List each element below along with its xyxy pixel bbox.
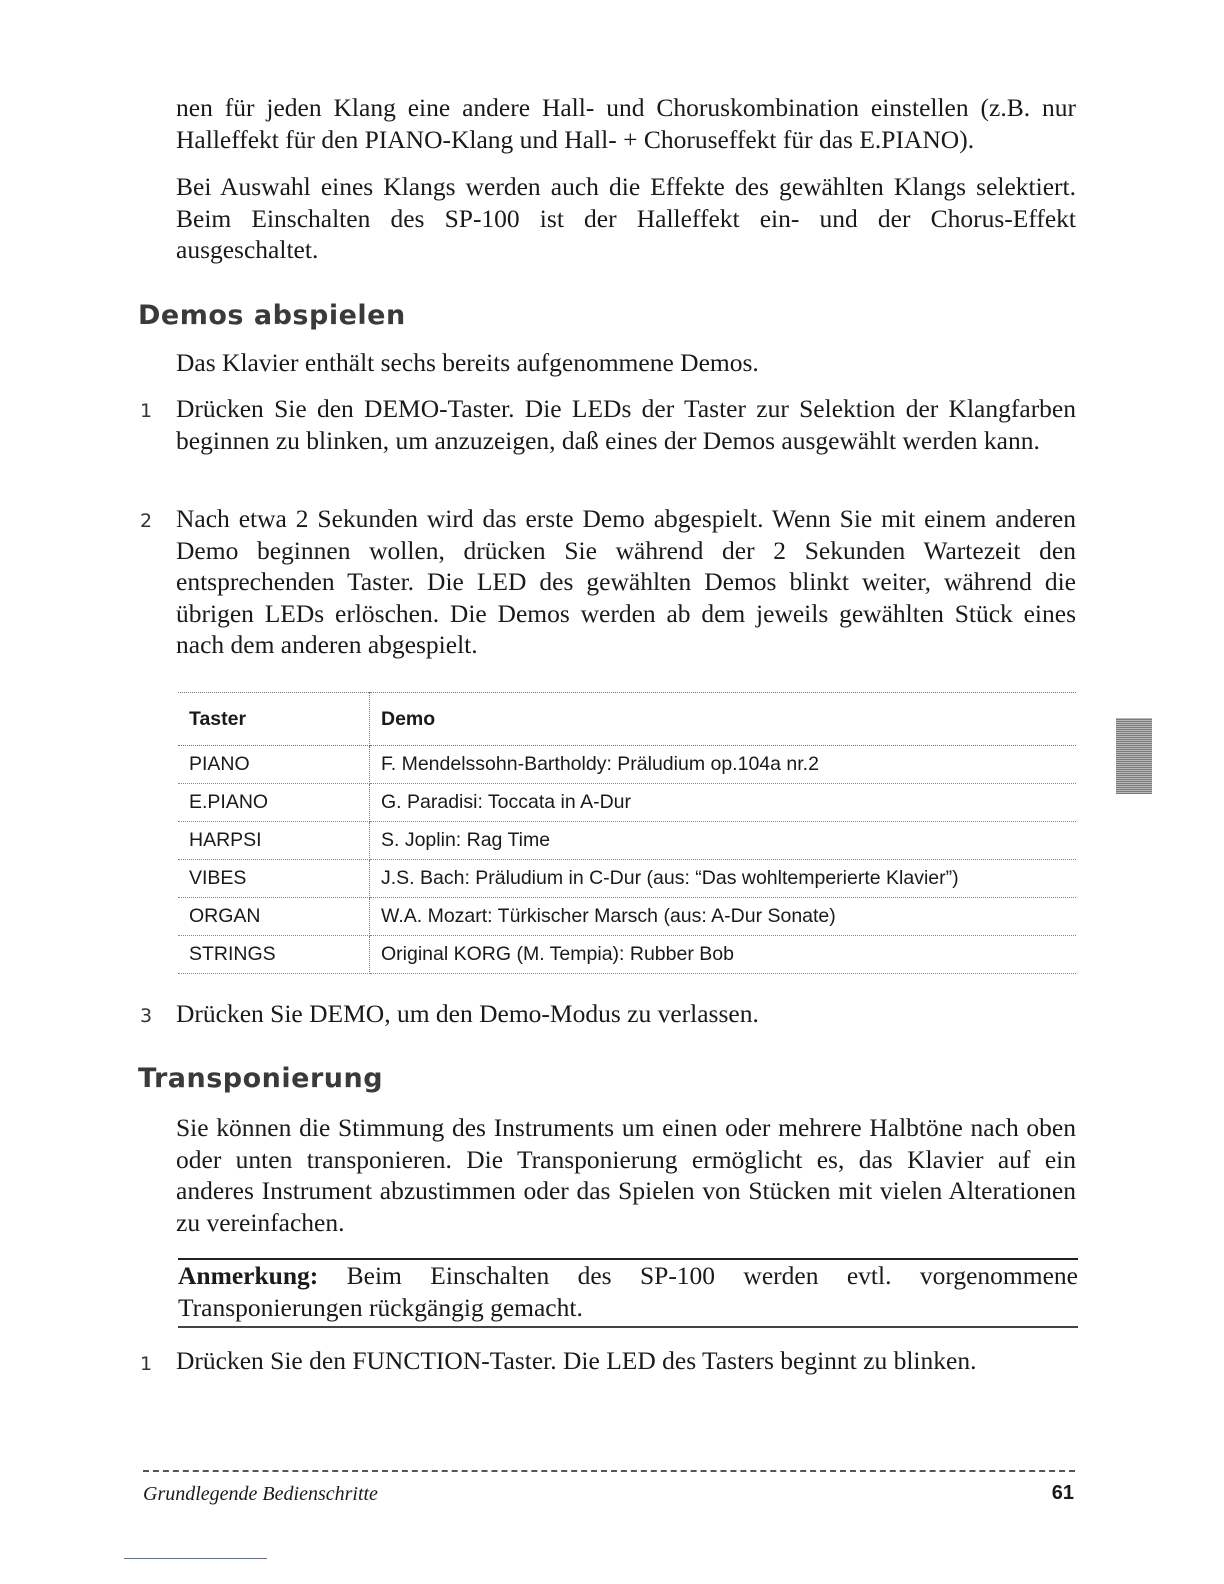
step-text: Drücken Sie DEMO, um den Demo-Modus zu verlassen. (176, 999, 759, 1028)
table-cell-taster: STRINGS (178, 936, 370, 974)
table-cell-demo: Original KORG (M. Tempia): Rubber Bob (370, 936, 1077, 974)
note-label: Anmerkung: (178, 1261, 319, 1290)
section-heading-demos: Demos abspielen (138, 300, 406, 331)
step-text: Drücken Sie den DEMO-Taster. Die LEDs der Taster zur Selektion der Klangfarben beginnen zu blinken, um anzuzeigen, daß eines der Demos ausgewählt werden kann. (176, 394, 1076, 455)
footer-title: Grundlegende Bedienschritte (143, 1483, 378, 1505)
step-text: Nach etwa 2 Sekunden wird das erste Demo abgespielt. Wenn Sie mit einem anderen Demo beginnen wollen, drücken Sie während der 2 Sekunden Wartezeit den entsprechenden Taster. Die LED des gewählten Demos blinkt weiter, während die übrigen LEDs erlöschen. Die Demos werden ab dem jeweils gewählten Stück eines nach dem anderen abgespielt. (176, 504, 1076, 659)
table-row (178, 746, 1076, 784)
step-number: 2 (140, 510, 153, 532)
intro-paragraph-2: Bei Auswahl eines Klangs werden auch die Effekte des gewählten Klangs selektiert. Beim Einschalten des SP-100 ist der Halleffekt ein- und der Chorus-Effekt ausgeschaltet. (176, 172, 1076, 264)
column-header-taster: Taster (178, 693, 370, 746)
table-row (178, 936, 1076, 974)
note-box (178, 1258, 1078, 1328)
transpose-intro: Sie können die Stimmung des Instruments um einen oder mehrere Halbtöne nach oben oder unten transponieren. Die Transponierung ermöglicht es, das Klavier auf ein anderes Instrument abzustimmen oder das Spielen von Stücken mit vielen Alterationen zu vereinfachen. (176, 1113, 1076, 1237)
bottom-edge-line (124, 1558, 267, 1559)
table-row (178, 822, 1076, 860)
chapter-tab-marker (1116, 718, 1152, 794)
table-cell-demo: G. Paradisi: Toccata in A-Dur (370, 784, 1077, 822)
demos-intro: Das Klavier enthält sechs bereits aufgenommene Demos. (176, 348, 759, 377)
step-text: Drücken Sie den FUNCTION-Taster. Die LED des Tasters beginnt zu blinken. (176, 1346, 977, 1375)
table-cell-taster: PIANO (178, 746, 370, 784)
table-row (178, 860, 1076, 898)
table-row (178, 784, 1076, 822)
footer-divider (143, 1470, 1075, 1472)
table-cell-demo: W.A. Mozart: Türkischer Marsch (aus: A-Dur Sonate) (370, 898, 1077, 936)
table-cell-demo: J.S. Bach: Präludium in C-Dur (aus: “Das wohltemperierte Klavier”) (370, 860, 1077, 898)
table-row (178, 898, 1076, 936)
intro-paragraph-1: nen für jeden Klang eine andere Hall- und Choruskombination einstellen (z.B. nur Halleffekt für den PIANO-Klang und Hall- + Choruseffekt für das E.PIANO). (176, 93, 1076, 154)
section-heading-transpose: Transponierung (138, 1063, 384, 1094)
page-number: 61 (1051, 1482, 1074, 1504)
step-number: 3 (140, 1005, 153, 1027)
table-cell-taster: E.PIANO (178, 784, 370, 822)
step-number: 1 (140, 1353, 153, 1375)
column-header-demo: Demo (370, 693, 1077, 746)
table-header-row (178, 693, 1076, 746)
table-cell-taster: VIBES (178, 860, 370, 898)
note-text: Beim Einschalten des SP-100 werden evtl. vorgenommene Transponierungen rückgängig gemacht. (178, 1261, 1078, 1322)
table-cell-taster: ORGAN (178, 898, 370, 936)
table-cell-demo: F. Mendelssohn-Bartholdy: Präludium op.104a nr.2 (370, 746, 1077, 784)
table-cell-taster: HARPSI (178, 822, 370, 860)
step-number: 1 (140, 400, 153, 422)
table-cell-demo: S. Joplin: Rag Time (370, 822, 1077, 860)
demo-table (178, 692, 1076, 974)
